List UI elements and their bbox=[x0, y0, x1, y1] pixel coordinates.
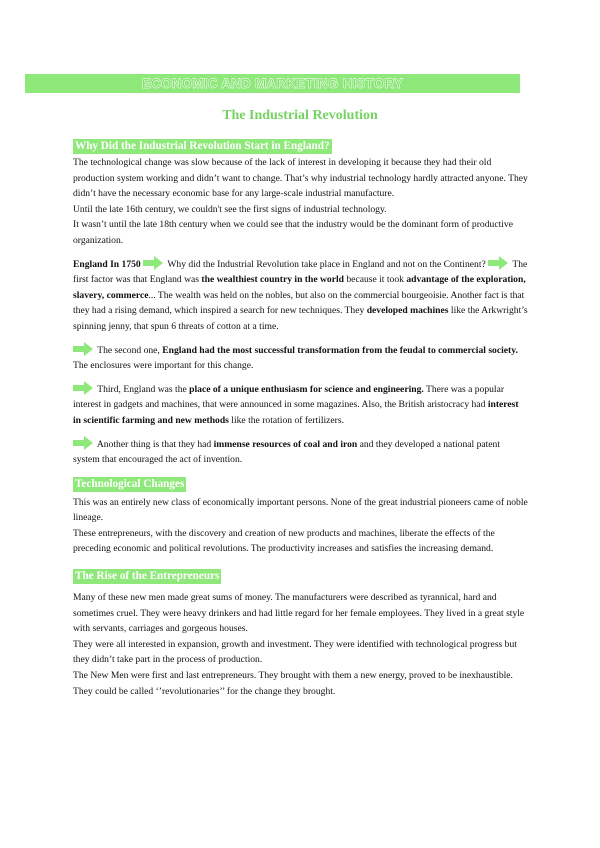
right-arrow-icon bbox=[73, 342, 93, 356]
paragraph: Many of these new men made great sums of money. The manufacturers were described as tyrannical, hard and sometimes cruel. They were heavy drinkers and had little regard for her female employees. They lived in a great style with servants, carriages and gorgeous houses. bbox=[73, 592, 525, 635]
paragraph: The technological change was slow because of the lack of interest in developing it because they had their old production system working and didn’t want to change. That’s why industrial technology hardly attracted anyone. They didn’t have the necessary economic base for any large-scale industrial manufacture. bbox=[73, 157, 528, 200]
section-why-england bbox=[73, 136, 528, 154]
document-subtitle: The Industrial Revolution bbox=[222, 108, 378, 123]
document-body bbox=[73, 136, 528, 699]
paragraph-factor-4: Another thing is that they had immense resources of coal and iron and they developed a national patent system that encouraged the act of invention. bbox=[73, 436, 528, 468]
section-heading: The Rise of the Entrepreneurs bbox=[75, 570, 220, 583]
paragraph: It wasn’t until the late 18th century when we could see that the industry would be the dominant form of productive organization. bbox=[73, 219, 513, 246]
paragraph: Until the late 16th century, we couldn't see the first signs of industrial technology. bbox=[73, 203, 387, 215]
right-arrow-icon bbox=[73, 436, 93, 450]
paragraph-factor-3: Third, England was the place of a unique enthusiasm for science and engineering. There was a popular interest in gadgets and machines, that were announced in some magazines. Also, the British aristocracy had interest in scientific farming and new methods like the rotation of fertilizers. bbox=[73, 381, 528, 429]
right-arrow-icon bbox=[143, 256, 163, 270]
right-arrow-icon bbox=[73, 381, 93, 395]
paragraph: The New Men were first and last entrepreneurs. They brought with them a new energy, proved to be inexhaustible. They could be called ‘’revolutionaries’’ for the change they brought. bbox=[73, 670, 513, 697]
inline-label: England In 1750 bbox=[73, 258, 141, 270]
section-heading: Why Did the Industrial Revolution Start in England? bbox=[75, 140, 330, 152]
section-technological-changes bbox=[73, 474, 528, 492]
paragraph-england-1750: England In 1750 Why did the Industrial Revolution take place in England and not on the Continent? The first factor was that England was the wealthiest country in the world because it took advantage of the exploration, slavery, commerce... The wealth was held on the nobles, but also on the commercial bourgeoisie. Another fact is that they had a rising demand, which inspired a search for new techniques. They developed machines like the Arkwright’s spinning jenny, that spun 6 threats of cotton at a time. bbox=[73, 256, 528, 335]
section-rise-of-entrepreneurs bbox=[73, 566, 528, 584]
paragraph: They were all interested in expansion, growth and investment. They were identified with technological progress but they didn’t take part in the process of production. bbox=[73, 638, 517, 666]
paragraph-factor-2: The second one, England had the most successful transformation from the feudal to commercial society. The enclosures were important for this change. bbox=[73, 342, 528, 374]
title-banner bbox=[25, 74, 520, 93]
right-arrow-icon bbox=[488, 256, 508, 270]
section-heading: Technological Changes bbox=[75, 477, 185, 490]
document-title: ECONOMIC AND MARKETING HISTORY bbox=[141, 76, 404, 91]
paragraph: These entrepreneurs, with the discovery and creation of new products and machines, liberate the effects of the preceding economic and political revolutions. The productivity increases and satisfies the increasing demand. bbox=[73, 527, 495, 555]
paragraph: This was an entirely new class of economically important persons. None of the great industrial pioneers came of noble lineage. bbox=[73, 496, 528, 524]
